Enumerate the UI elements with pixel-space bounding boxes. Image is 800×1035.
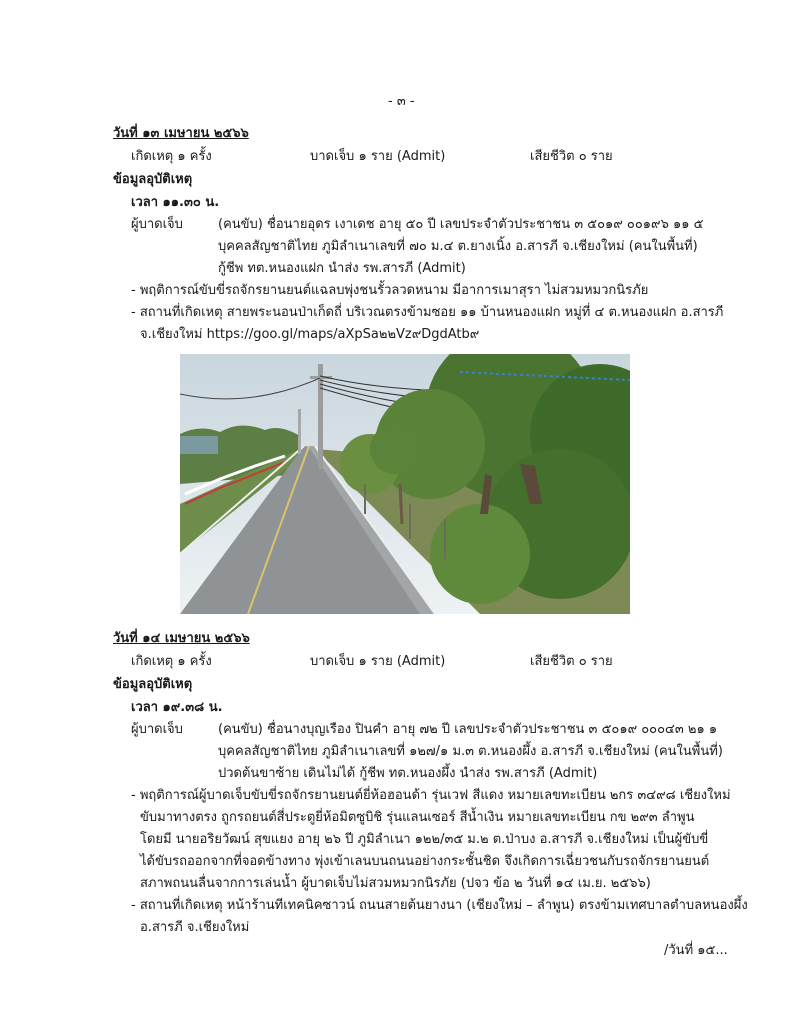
injured-count-1: บาดเจ็บ ๑ ราย (Admit) [310,149,446,164]
victim-label-1: ผู้บาดเจ็บ [131,217,183,232]
location-line-1-1: - สถานที่เกิดเหตุ สายพระนอนป่าเก็ดถี่ บริเวณตรงข้ามซอย ๑๑ บ้านหนองแฝก หมู่ที่ ๔ ต.หนองแฝก อ.สารภี [131,305,724,320]
behavior-line-2-1: - พฤติการณ์ผู้บาดเจ็บขับขี่รถจักรยานยนต์ยี่ห้อฮอนด้า รุ่นเวฟ สีแดง หมายเลขทะเบียน ๒กร ๓๔๙๘ เชียงใหม่ [131,788,731,803]
victim-label-2: ผู้บาดเจ็บ [131,722,183,737]
death-count-1: เสียชีวิต ๐ ราย [530,149,613,164]
behavior-line-2-4: ได้ขับรถออกจากที่จอดข้างทาง พุ่งเข้าเลนบนถนนอย่างกระชั้นชิด จึงเกิดการเฉี่ยวชนกับรถจักรยานยนต์ [140,854,710,869]
accident-scene-photo [180,354,630,614]
incident-time-2: เวลา ๑๙.๓๘ น. [131,700,223,715]
behavior-line-2-3: โดยมี นายอริยวัฒน์ สุขแยง อายุ ๒๖ ปี ภูมิลำเนา ๑๒๒/๓๕ ม.๒ ต.ป่าบง อ.สารภี จ.เชียงใหม่ เป็นผู้ขับขี่ [140,832,709,847]
behavior-line-2-5: สภาพถนนลื่นจากการเล่นน้ำ ผู้บาดเจ็บไม่สวมหมวกนิรภัย (ปจว ข้อ ๒ วันที่ ๑๔ เม.ย. ๒๕๖๖) [140,876,651,891]
location-line-2-1: - สถานที่เกิดเหตุ หน้าร้านทีเทคนิคซาวน์ ถนนสายต้นยางนา (เชียงใหม่ – ลำพูน) ตรงข้ามเทศบาลตำบลหนองผึ้ง [131,898,748,913]
victim-line-2-2: บุคคลสัญชาติไทย ภูมิลำเนาเลขที่ ๑๒๗/๑ ม.๓ ต.หนองผึ้ง อ.สารภี จ.เชียงใหม่ (คนในพื้นที่) [218,744,723,759]
injured-count-2: บาดเจ็บ ๑ ราย (Admit) [310,654,446,669]
victim-line-2-3: ปวดต้นขาซ้าย เดินไม่ได้ กู้ชีพ ทต.หนองผึ้ง นำส่ง รพ.สารภี (Admit) [218,766,598,781]
incident-count-2: เกิดเหตุ ๑ ครั้ง [131,654,212,669]
victim-line-1-2: บุคคลสัญชาติไทย ภูมิลำเนาเลขที่ ๗๐ ม.๔ ต.ยางเนิ้ง อ.สารภี จ.เชียงใหม่ (คนในพื้นที่) [218,239,698,254]
behavior-1: - พฤติการณ์ขับขี่รถจักรยานยนต์แฉลบพุ่งชนรั้วลวดหนาม มีอาการเมาสุรา ไม่สวมหมวกนิรภัย [131,283,649,298]
death-count-2: เสียชีวิต ๐ ราย [530,654,613,669]
incident-time-1: เวลา ๑๑.๓๐ น. [131,195,220,210]
info-heading-2: ข้อมูลอุบัติเหตุ [113,677,193,692]
victim-line-1-1: (คนขับ) ชื่อนายอุดร เงาเดช อายุ ๕๐ ปี เลขประจำตัวประชาชน ๓ ๕๐๑๙ ๐๐๑๙๖ ๑๑ ๕ [218,217,704,232]
info-heading-1: ข้อมูลอุบัติเหตุ [113,172,193,187]
location-line-1-2: จ.เชียงใหม่ https://goo.gl/maps/aXpSa๒๒Vz๙DgdAtb๙ [140,327,480,342]
behavior-line-2-2: ขับมาทางตรง ถูกรถยนต์สี่ประตูยี่ห้อมิตซูบิชิ รุ่นแลนเซอร์ สีน้ำเงิน หมายเลขทะเบียน กข ๒๙๓ ลำพูน [140,810,695,825]
victim-line-2-1: (คนขับ) ชื่อนางบุญเรือง ปินคำ อายุ ๗๒ ปี เลขประจำตัวประชาชน ๓ ๕๐๑๙ ๐๐๐๔๓ ๒๑ ๑ [218,722,718,737]
date-heading-1: วันที่ ๑๓ เมษายน ๒๕๖๖ [113,126,249,141]
date-heading-2: วันที่ ๑๔ เมษายน ๒๕๖๖ [113,631,250,646]
page-number: - ๓ - [388,94,415,109]
location-line-2-2: อ.สารภี จ.เชียงใหม่ [140,920,250,935]
incident-count-1: เกิดเหตุ ๑ ครั้ง [131,149,212,164]
continuation-note: /วันที่ ๑๕... [664,943,728,958]
victim-line-1-3: กู้ชีพ ทต.หนองแฝก นำส่ง รพ.สารภี (Admit) [218,261,466,276]
